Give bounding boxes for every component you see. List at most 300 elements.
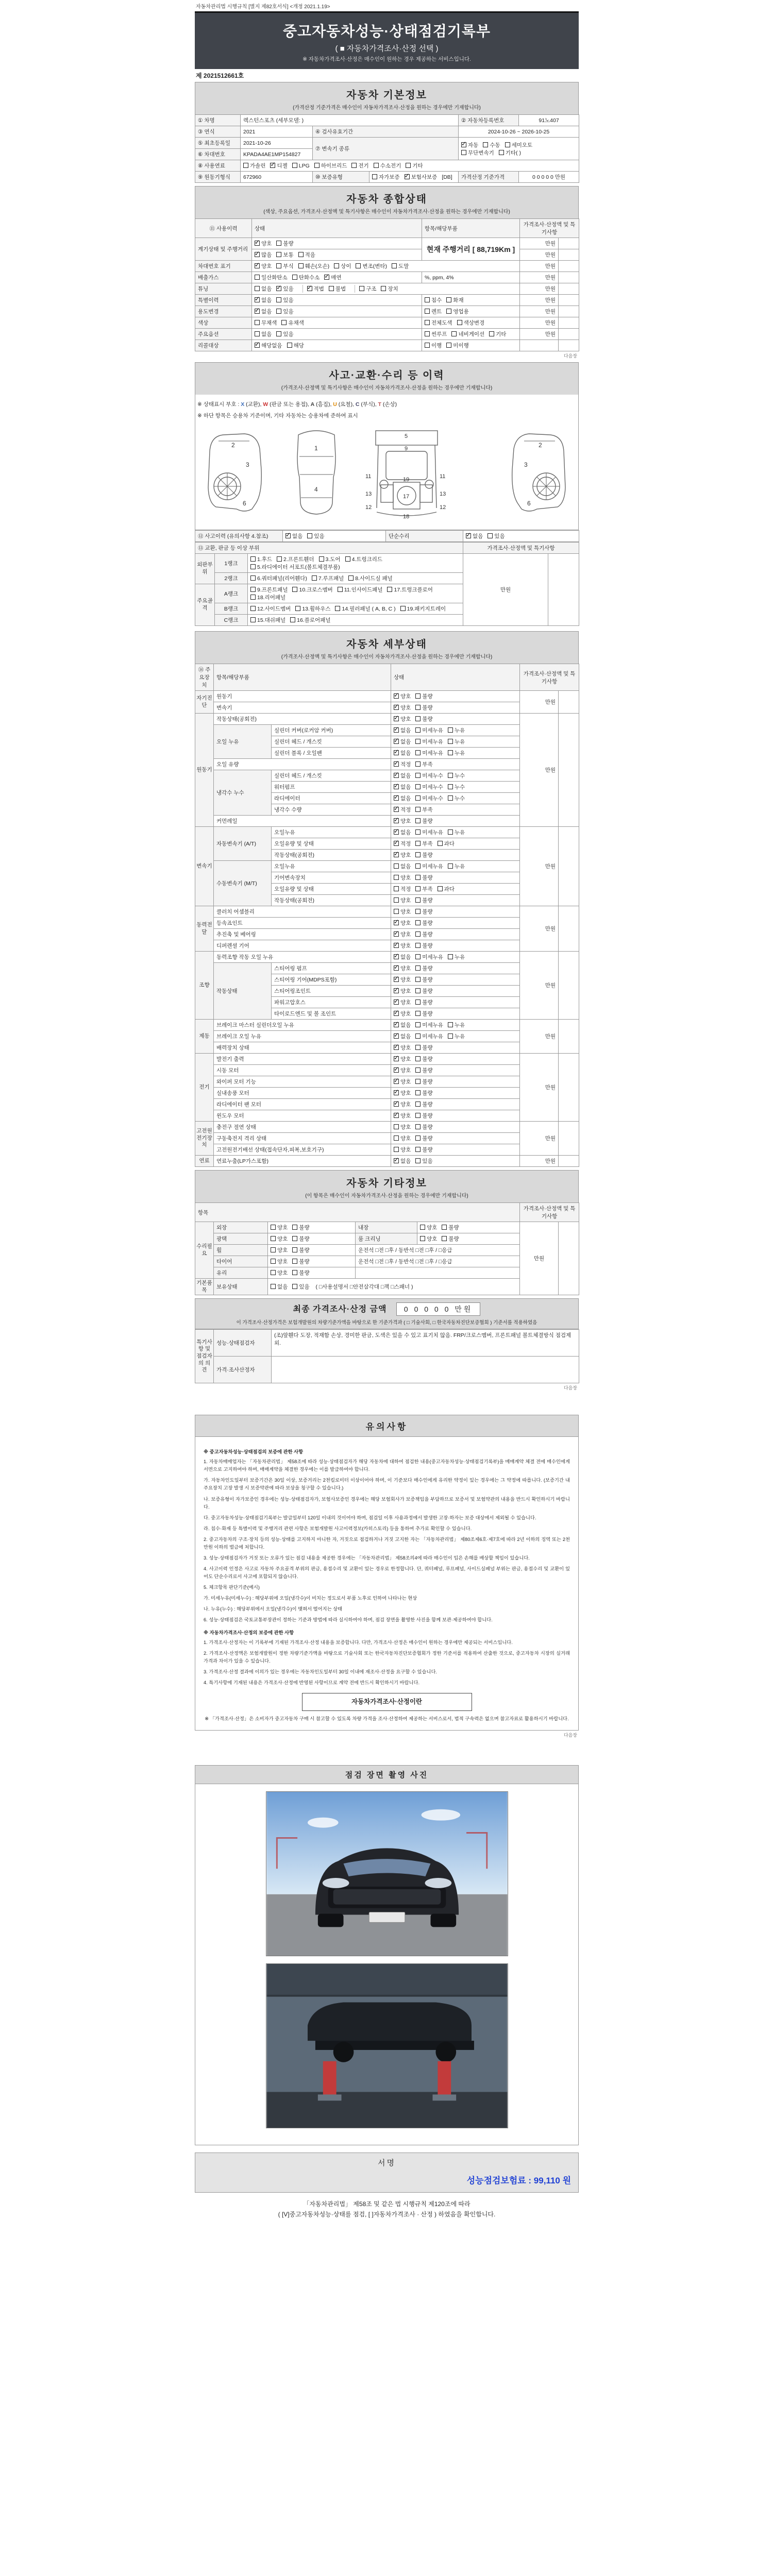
checkbox-option[interactable]: 누유 [448,738,465,745]
svg-text:17: 17 [403,494,410,500]
device-state [391,1144,520,1156]
option-group [307,285,356,293]
checkbox-option[interactable]: 기타( ) [499,149,521,157]
header-usage: ⑪ 사용이력 [195,219,252,238]
checkbox-option[interactable]: 불량 [415,964,432,972]
checkbox-option[interactable]: 불법 [329,285,346,293]
checkbox-option[interactable]: 네비게이션 [451,330,484,338]
usage-row-label: 리콜대상 [195,340,252,351]
checkbox-icon [276,241,281,246]
checkbox-option[interactable]: 불량 [415,1078,432,1086]
checkbox-option[interactable]: ✓ 양호 [394,851,411,859]
note-cell [559,295,579,306]
device-category: 원동기 [195,714,214,827]
checkbox-icon [356,263,361,268]
checkbox-icon [415,1101,421,1107]
checkbox-option[interactable]: 누유 [448,749,465,757]
checkbox-option[interactable]: 불량 [415,704,432,711]
checkbox-option[interactable]: 누유 [448,1032,465,1040]
notice-paragraph: 6. 성능·상태점검은 국토교통부장관이 정하는 기준과 방법에 따라 실시하여야 하며, 점검 장면을 촬영한 사진을 함께 보관·제공하여야 합니다. [204,1617,493,1623]
checkbox-option[interactable]: 불량 [415,1044,432,1052]
checkbox-option[interactable]: 양호 [420,1224,437,1231]
section-overall-title: 자동차 종합상태 [346,194,427,205]
checkbox-option[interactable]: 상이 [334,262,351,270]
checkbox-icon [394,1011,399,1016]
checkbox-option[interactable]: 누유 [448,828,465,836]
legend-item: C (부식), [355,401,378,408]
checkbox-icon [400,606,406,611]
checkbox-option[interactable]: 10.크로스멤버 [292,586,332,594]
checkbox-option[interactable]: 있음 [488,532,505,540]
checkbox-icon [255,275,260,280]
svg-text:3: 3 [246,461,249,468]
checkbox-option[interactable]: 양호 [271,1258,288,1265]
checkbox-option[interactable]: ✓ 없음 [394,1021,411,1029]
checkbox-option[interactable]: ✓ 양호 [394,1010,411,1018]
checkbox-option[interactable]: 미세누유 [415,726,443,734]
checkbox-option[interactable]: 적정 [394,885,411,893]
checkbox-option[interactable]: 미세누수 [415,783,443,791]
checkbox-option[interactable]: 12.사이드멤버 [250,605,291,613]
device-category: 동력전달 [195,906,214,952]
device-item: 실린더 블록 / 오일팬 [272,748,391,759]
checkbox-option[interactable]: 불량 [292,1269,309,1277]
checkbox-option[interactable]: 8.사이드실 패널 [348,574,393,582]
state-options [252,249,422,261]
checkbox-option[interactable]: 부족 [415,806,432,814]
checkbox-option[interactable]: 미세누유 [415,828,443,836]
device-price-cell: 만원 [520,1054,559,1122]
checkbox-option[interactable]: 침수 [425,296,442,304]
checkbox-option[interactable]: 양호 [271,1269,288,1277]
checkbox-option[interactable]: ✓ 적정 [394,806,411,814]
device-category: 자기진단 [195,691,214,714]
checkbox-option[interactable]: ✓ 없음 [394,738,411,745]
checkbox-icon [442,1225,447,1230]
device-item: 냉각수 수량 [272,804,391,816]
checkbox-option[interactable]: ✓ 양호 [394,998,411,1006]
checkbox-option[interactable]: 부식 [276,262,293,270]
checkbox-icon [448,1022,453,1027]
checkbox-option[interactable]: 도말 [392,262,409,270]
checkbox-option[interactable]: 있음 [307,532,324,540]
checkbox-option[interactable]: ✓ 양호 [394,976,411,984]
checkbox-option[interactable]: 불량 [415,692,432,700]
checkbox-icon [415,909,421,914]
checkbox-option[interactable]: ✓ 없음 [394,783,411,791]
checkbox-option[interactable]: ✓ 양호 [394,704,411,711]
checkbox-option[interactable]: 13.휠하우스 [295,605,330,613]
svg-text:2: 2 [539,442,542,449]
checkbox-option[interactable]: 누수 [448,794,465,802]
checkbox-option[interactable]: 있음 [276,296,293,304]
checkbox-icon [312,575,317,581]
price-cell: 만원 [520,317,559,329]
checkbox-option[interactable]: ✓ 없음 [285,532,303,540]
checkbox-option[interactable]: 수소전기 [374,162,401,170]
checkbox-option[interactable]: 적음 [298,251,315,259]
notice-subheading-1: ※ 중고자동차성능·상태점검의 보증에 관한 사항 [204,1449,304,1455]
rank-items [248,554,463,573]
price-cell: 만원 [520,272,559,283]
checkbox-option[interactable]: ✓ 매연 [324,274,341,281]
device-price-cell: 만원 [520,714,559,827]
checkbox-option[interactable]: 누수 [448,772,465,779]
checkbox-option[interactable]: 불량 [415,930,432,938]
device-item: 추진축 및 베어링 [214,929,391,940]
checkbox-option[interactable]: 양호 [394,1134,411,1142]
checkbox-option[interactable]: ✓ 양호 [394,1044,411,1052]
checkbox-option[interactable]: 누유 [448,862,465,870]
checkbox-option[interactable]: ✓ 적법 [307,285,324,293]
checkbox-option[interactable]: 11.인사이드패널 [338,586,383,594]
checkbox-option[interactable]: 불량 [415,851,432,859]
checkbox-option[interactable]: 전체도색 [425,319,452,327]
checkbox-option[interactable]: ✓ 없음 [466,532,483,540]
checkbox-option[interactable]: 있음 [276,308,293,315]
checkbox-option[interactable]: ✓ 양호 [394,930,411,938]
document-header [195,11,579,69]
checkbox-option[interactable]: 불량 [415,908,432,916]
etc-row-options [268,1245,356,1256]
device-item: 타이로드엔드 및 볼 조인트 [272,1008,391,1020]
checkbox-option[interactable]: 불량 [415,919,432,927]
device-item: 브레이크 마스터 실린더오일 누유 [214,1020,391,1031]
checkbox-option[interactable]: 썬루프 [425,330,447,338]
device-item: 클러치 어셈블리 [214,906,391,918]
checkbox-option[interactable]: 미세누수 [415,772,443,779]
checkbox-option[interactable]: 양호 [271,1235,288,1243]
checkbox-icon [276,263,281,268]
checkbox-icon [243,163,248,168]
etc-row-label: 유리 [214,1267,268,1279]
section-basic-subtitle: (가격산정 기준가격은 매수인이 자동차가격조사·산정을 원하는 경우에만 기재합니다) [293,105,481,111]
checkbox-option[interactable]: 불량 [292,1246,309,1254]
checkbox-icon [255,343,260,348]
checkbox-option[interactable]: 있음 [276,330,293,338]
checkbox-option[interactable]: 불량 [442,1235,459,1243]
svg-text:5: 5 [405,433,408,439]
reg-no-value: 91노407 [519,115,579,126]
checkbox-option[interactable]: ✓ 양호 [394,919,411,927]
checkbox-option[interactable]: ✓ 없음 [394,749,411,757]
checkbox-option[interactable]: ✓ 양호 [394,987,411,995]
checkbox-option[interactable]: 9.프론트패널 [250,586,288,594]
checkbox-option[interactable]: 양호 [394,896,411,904]
checkbox-option[interactable]: ✓많음 [255,251,272,259]
checkbox-icon [415,1090,421,1095]
device-item: 라디에이터 팬 모터 [214,1099,391,1110]
etc-row-options-2 [417,1233,520,1245]
document-subtitle: ( ■ 자동차가격조사·산정 선택 ) [335,44,439,53]
checkbox-option[interactable]: 불량 [442,1224,459,1231]
checkbox-option[interactable]: 불량 [415,1010,432,1018]
checkbox-option[interactable]: ✓ 양호 [394,1066,411,1074]
device-category: 전기 [195,1054,214,1122]
checkbox-option[interactable]: 해당 [287,342,304,349]
checkbox-option[interactable]: ✓양호 [255,240,272,247]
vehicle-diagram [195,420,578,529]
checkbox-option[interactable]: 색상변경 [457,319,485,327]
checkbox-option[interactable]: 영업용 [446,308,468,315]
checkbox-option[interactable]: 가솔린 [243,162,265,170]
device-item: 스티어링조인트 [272,986,391,997]
checkbox-icon [415,829,421,835]
checkbox-option[interactable]: 과다 [438,840,455,848]
device-category: 제동 [195,1020,214,1054]
checkbox-option[interactable]: 없음 [271,1283,288,1291]
checkbox-option[interactable]: 1.후드 [250,555,272,563]
checkbox-option[interactable]: 부족 [415,760,432,768]
checkbox-option[interactable]: 7.루프패널 [312,574,344,582]
checkbox-option[interactable]: 이행 [425,342,442,349]
checkbox-option[interactable]: 미세누유 [415,1032,443,1040]
checkbox-option[interactable]: 불량 [415,874,432,882]
checkbox-option[interactable]: ✓ 있음 [276,285,293,293]
checkbox-option[interactable]: 누유 [448,953,465,961]
checkbox-option[interactable]: 없음 [394,862,411,870]
checkbox-option[interactable]: 있음 [415,1157,432,1165]
checkbox-option[interactable]: 양호 [394,1146,411,1154]
checkbox-option[interactable]: 무단변속기 [461,149,494,157]
checkbox-option[interactable]: 장치 [381,285,398,293]
checkbox-option[interactable]: 불량 [415,896,432,904]
checkbox-option[interactable]: ✓ 양호 [394,1055,411,1063]
checkbox-icon [394,795,399,801]
checkbox-option[interactable]: ✓ 없음 [394,1032,411,1040]
checkbox-option[interactable]: 불량 [415,942,432,950]
checkbox-option[interactable]: 무채색 [255,319,277,327]
item-text-cell: %, ppm, 4% [422,272,520,283]
device-state [391,1088,520,1099]
note-cell [559,340,579,351]
device-state [391,997,520,1008]
state-options [252,340,422,351]
checkbox-option[interactable]: 양호 [420,1235,437,1243]
checkbox-option[interactable]: ✓ 없음 [394,1157,411,1165]
checkbox-option[interactable]: 불량 [415,987,432,995]
device-state [391,1031,520,1042]
checkbox-option[interactable]: 부족 [415,840,432,848]
checkbox-option[interactable]: ✓ 없음 [394,772,411,779]
checkbox-icon [446,297,451,302]
checkbox-option[interactable]: 불량 [292,1224,309,1231]
checkbox-option[interactable]: 누유 [448,726,465,734]
fuel-options [241,160,579,172]
checkbox-icon [394,1147,399,1152]
form-reference: 자동차관리법 시행규칙 [별지 제82호서식] <개정 2021.1.19> [196,4,330,10]
checkbox-option[interactable]: 훼손(오손) [298,262,330,270]
checkbox-option[interactable]: 일산화탄소 [255,274,288,281]
checkbox-option[interactable]: ✓ 양호 [394,1112,411,1120]
checkbox-option[interactable]: ✓ 양호 [394,692,411,700]
etc-row-options [268,1222,356,1233]
checkbox-option[interactable]: 불량 [415,715,432,723]
checkbox-option[interactable]: ✓ 없음 [394,726,411,734]
checkbox-icon [415,954,421,959]
checkbox-option[interactable]: 미세누유 [415,1021,443,1029]
device-state [391,918,520,929]
checkbox-option[interactable]: 불량 [415,998,432,1006]
checkbox-option[interactable]: ✓ 없음 [394,828,411,836]
checkbox-option[interactable]: 불량 [276,240,293,247]
device-state [391,1099,520,1110]
checkbox-option[interactable]: 불량 [415,1146,432,1154]
car-name-label: ① 차명 [195,115,241,126]
accident-history-table [195,530,579,542]
checkbox-icon [415,1067,421,1073]
section-detail-subtitle: (가격조사·산정액 및 특기사항은 매수인이 자동차가격조사·산정을 원하는 경우에만 기재합니다) [281,654,493,660]
device-state [391,816,520,827]
checkbox-option[interactable]: 보통 [276,251,293,259]
checkbox-option[interactable]: 있음 [292,1283,309,1291]
checkbox-option[interactable]: ✓ 양호 [394,817,411,825]
checkbox-option[interactable]: 유채색 [281,319,304,327]
device-state [391,872,520,884]
checkbox-option[interactable]: ✓ 없음 [394,953,411,961]
checkbox-option[interactable]: ✓ 없음 [394,794,411,802]
checkbox-option[interactable]: 양호 [271,1246,288,1254]
checkbox-option[interactable]: 하이브리드 [314,162,347,170]
checkbox-option[interactable]: 불량 [415,1123,432,1131]
checkbox-icon [415,784,421,789]
checkbox-icon [425,343,430,348]
photo-section [195,1765,579,2145]
checkbox-option[interactable]: LPG [292,163,310,169]
checkbox-icon [438,886,443,891]
checkbox-option[interactable]: 15.대쉬패널 [250,616,285,624]
etc-row-wide-cell: 운전석 □전 □후 / 동반석 □전 □후 / □응급 [356,1256,520,1267]
notice-paragraph: 2. 중고자동차의 구조·장치 등의 성능·상태를 고지하지 아니한 자, 거짓으로 점검하거나 거짓 고지한 자는 「자동차관리법」 제80조제6호·제7호에 따라 2년 이하의 징역 또는 2천만원 이하의 벌금에 처합니다. [204,1536,570,1550]
checkbox-option[interactable]: 불량 [415,1112,432,1120]
checkbox-option[interactable]: 세미오토 [505,141,533,149]
checkbox-option[interactable]: ✓ 없음 [255,308,272,315]
checkbox-option[interactable]: 변조(변타) [356,262,387,270]
checkbox-option[interactable]: 불량 [415,817,432,825]
checkbox-option[interactable]: ✓ 적정 [394,760,411,768]
checkbox-option[interactable]: 불량 [292,1258,309,1265]
svg-text:18: 18 [403,514,410,520]
checkbox-option[interactable]: 양호 [271,1224,288,1231]
section-overall-header [195,186,579,218]
device-note-cell [559,714,579,827]
checkbox-option[interactable]: 6.쿼터패널(리어휀다) [250,574,307,582]
checkbox-option[interactable]: ✓ 적정 [394,840,411,848]
checkbox-icon [394,1124,399,1129]
checkbox-option[interactable]: 없음 [255,330,272,338]
svg-text:13: 13 [365,491,372,497]
checkbox-option[interactable]: 불량 [292,1235,309,1243]
notice-paragraph: 4. 사고이력 인정은 사고로 자동차 주요골격 부위의 판금, 용접수리 및 교환이 있는 경우로 한정합니다. 단, 쿼터패널, 루프패널, 사이드실패널 부위는 판금, 용접수리 및 교환이 있어도 단순수리로서 사고에 포함되지 않습니다. [204,1566,570,1579]
checkbox-option[interactable]: ✓ 양호 [255,262,272,270]
checkbox-option[interactable]: 화재 [446,296,463,304]
checkbox-option[interactable]: 자가보증 [372,173,400,181]
checkbox-option[interactable]: 수동 [483,141,500,149]
checkbox-option[interactable]: 16.플로어패널 [290,616,330,624]
checkbox-option[interactable]: ✓ 디젤 [270,162,287,170]
checkbox-option[interactable]: 양호 [394,1123,411,1131]
checkbox-option[interactable]: 미세누유 [415,953,443,961]
checkbox-icon [483,142,488,147]
device-category: 고전원전기장치 [195,1122,214,1156]
checkbox-option[interactable]: 불량 [415,1089,432,1097]
checkbox-option[interactable]: ✓ 양호 [394,715,411,723]
checkbox-option[interactable]: 불량 [415,1066,432,1074]
device-state [391,986,520,997]
checkbox-option[interactable]: ✓ 없음 [255,296,272,304]
checkbox-option[interactable]: 미이행 [446,342,468,349]
checkbox-option[interactable]: 기타 [489,330,506,338]
notice-paragraph: 라. 침수·화재 등 특별이력 및 주행거리 관련 사항은 보험개발원 사고이력정보(카히스토리) 등을 통하여 추가로 확인할 수 있습니다. [204,1526,472,1531]
checkbox-option[interactable]: ✓ 양호 [394,1089,411,1097]
checkbox-option[interactable]: 탄화수소 [292,274,320,281]
svg-text:19: 19 [403,477,410,483]
device-state [391,748,520,759]
checkbox-option[interactable]: 19.패키지트레이 [400,605,446,613]
checkbox-option[interactable]: 18.리어패널 [250,594,285,601]
checkbox-option[interactable]: 불량 [415,1100,432,1108]
checkbox-icon [448,773,453,778]
engine-type-value: 672960 [241,172,313,183]
rank-items [248,615,463,626]
accident-history-options [283,531,386,542]
checkbox-option[interactable]: ✓ 해당없음 [255,342,282,349]
inspection-insurance-fee: 성능점검보험료 : 99,110 원 [466,2175,571,2185]
checkbox-option[interactable]: 기타 [406,162,423,170]
device-state [391,1122,520,1133]
header-price: 가격조사·산정액 및 특기사항 [520,219,579,238]
etc-row-label-2: 내장 [356,1222,417,1233]
checkbox-option[interactable]: ✓ 보험사보증 [405,173,438,181]
checkbox-option[interactable]: ✓ 양호 [394,964,411,972]
checkbox-option[interactable]: 3.도어 [319,555,341,563]
section-etc-title: 자동차 기타정보 [346,1178,427,1189]
checkbox-icon [415,795,421,801]
checkbox-option[interactable]: 누유 [448,1021,465,1029]
checkbox-option[interactable]: 17.트렁크플로어 [387,586,432,594]
checkbox-option[interactable]: 미세누수 [415,794,443,802]
checkbox-option[interactable]: 구조 [359,285,376,293]
checkbox-option[interactable]: 부족 [415,885,432,893]
checkbox-option[interactable]: 미세누유 [415,749,443,757]
checkbox-option[interactable]: 불량 [415,1134,432,1142]
device-state [391,940,520,952]
checkbox-option[interactable]: 2.프론트휀더 [277,555,314,563]
checkbox-option[interactable]: ✓자동 [461,141,478,149]
checkbox-option[interactable]: 누수 [448,783,465,791]
checkbox-option[interactable]: 미세누유 [415,862,443,870]
checkbox-icon [466,533,471,538]
checkbox-option[interactable]: ✓ 양호 [394,1100,411,1108]
opinions-category: 특기사항 및 점검자의 의견 [195,1330,214,1383]
checkbox-option[interactable]: 렌트 [425,308,442,315]
checkbox-option[interactable]: 양호 [394,874,411,882]
checkbox-option[interactable]: 불량 [415,976,432,984]
checkbox-option[interactable]: ✓ 양호 [394,942,411,950]
checkbox-option[interactable]: 4.트렁크리드 [345,555,382,563]
legend-note: ※ 하단 항목은 승용차 기준이며, 기타 자동차는 승용차에 준하여 표시 [197,413,358,419]
checkbox-option[interactable]: 14.필러패널 ( A, B, C ) [335,605,395,613]
checkbox-option[interactable]: 5.라디에이터 서포트(볼트체결부품) [250,563,340,571]
checkbox-option[interactable]: 전기 [351,162,368,170]
checkbox-option[interactable]: 없음 [255,285,272,293]
checkbox-option[interactable]: 과다 [438,885,455,893]
checkbox-option[interactable]: ✓ 양호 [394,1078,411,1086]
checkbox-icon [394,727,399,733]
checkbox-option[interactable]: 양호 [394,908,411,916]
checkbox-option[interactable]: 불량 [415,1055,432,1063]
checkbox-option[interactable]: 미세누유 [415,738,443,745]
